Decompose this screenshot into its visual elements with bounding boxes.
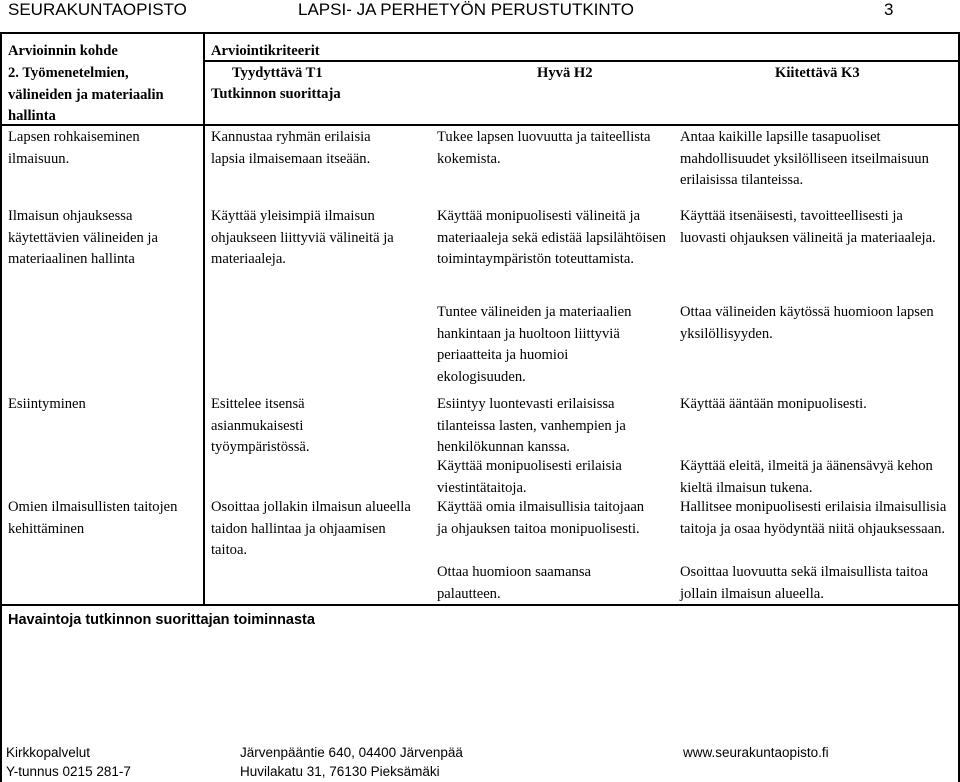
row4-t1: Esittelee itsensä asianmukaisesti työympäristössä. bbox=[211, 396, 310, 455]
row1-kohde: Lapsen rohkaiseminen ilmaisuun. bbox=[8, 129, 140, 167]
col-criteria-title: Arviointikriteerit bbox=[211, 43, 320, 59]
row1-h2: Tukee lapsen luovuutta ja taiteellista kokemista. bbox=[437, 129, 651, 167]
row2-t1: Käyttää yleisimpiä ilmaisun ohjaukseen liittyviä välineitä ja materiaaleja. bbox=[211, 208, 394, 267]
row6-t1: Osoittaa jollakin ilmaisun alueella taidon hallintaa ja ohjaamisen taitoa. bbox=[211, 499, 411, 558]
row5-h2: Käyttää monipuolisesti erilaisia viestintätaitoja. bbox=[437, 458, 622, 496]
row1-k3: Antaa kaikille lapsille tasapuoliset mahdollisuudet yksilölliseen itseilmaisuun erilaisissa tilanteissa. bbox=[680, 129, 929, 188]
row5-k3: Käyttää eleitä, ilmeitä ja äänensävyä kehon kieltä ilmaisun tukena. bbox=[680, 458, 933, 496]
program-title: LAPSI- JA PERHETYÖN PERUSTUTKINTO bbox=[298, 0, 634, 19]
row6-h2: Käyttää omia ilmaisullisia taitojaan ja ohjauksen taitoa monipuolisesti. bbox=[437, 499, 645, 537]
row1-t1: Kannustaa ryhmän erilaisia lapsia ilmaisemaan itseään. bbox=[211, 129, 371, 167]
row3-h2: Tuntee välineiden ja materiaalien hankintaan ja huoltoon liittyviä periaatteita ja huomioi ekologisuuden. bbox=[437, 304, 632, 385]
row4-h2: Esiintyy luontevasti erilaisissa tilanteissa lasten, vanhempien ja henkilökunnan kanssa. bbox=[437, 396, 626, 455]
footer-company: Kirkkopalvelut bbox=[6, 745, 91, 760]
col-kohde-title: Arvioinnin kohde bbox=[8, 43, 118, 59]
grade-h2-title: Hyvä H2 bbox=[537, 65, 593, 81]
table-left-border bbox=[0, 32, 2, 782]
footer-business-id: Y-tunnus 0215 281-7 bbox=[6, 764, 131, 779]
subject-label: Tutkinnon suorittaja bbox=[211, 86, 341, 102]
row4-kohde: Esiintyminen bbox=[8, 396, 86, 412]
row6-k3: Hallitsee monipuolisesti erilaisia ilmaisullisia taitoja ja osaa hyödyntää niitä ohjauksessaan. bbox=[680, 499, 947, 537]
observations-title: Havaintoja tutkinnon suorittajan toiminnasta bbox=[8, 612, 315, 628]
table-column-divider bbox=[203, 32, 205, 604]
row2-kohde: Ilmaisun ohjauksessa käytettävien välineiden ja materiaalinen hallinta bbox=[8, 208, 158, 267]
footer-address-1: Järvenpääntie 640, 04400 Järvenpää bbox=[240, 745, 463, 760]
row4-k3: Käyttää ääntään monipuolisesti. bbox=[680, 396, 867, 412]
row2-h2: Käyttää monipuolisesti välineitä ja materiaaleja sekä edistää lapsilähtöisen toimintaympäristön toteuttamista. bbox=[437, 208, 666, 267]
row7-h2: Ottaa huomioon saamansa palautteen. bbox=[437, 564, 592, 602]
row3-k3: Ottaa välineiden käytössä huomioon lapsen yksilöllisyyden. bbox=[680, 304, 934, 342]
row7-k3: Osoittaa luovuutta sekä ilmaisullista taitoa jollain ilmaisun alueella. bbox=[680, 564, 929, 602]
table-right-border bbox=[958, 32, 960, 782]
row2-k3: Käyttää itsenäisesti, tavoitteellisesti ja luovasti ohjauksen välineitä ja materiaaleja. bbox=[680, 208, 936, 246]
footer-address-2: Huvilakatu 31, 76130 Pieksämäki bbox=[240, 764, 440, 779]
page-number: 3 bbox=[884, 0, 894, 19]
section-title: 2. Työmenetelmien, välineiden ja materiaalin hallinta bbox=[8, 65, 164, 124]
row6-kohde: Omien ilmaisullisten taitojen kehittäminen bbox=[8, 499, 178, 537]
table-top-border bbox=[0, 32, 960, 34]
org-name: SEURAKUNTAOPISTO bbox=[8, 0, 187, 19]
grade-k3-title: Kiitettävä K3 bbox=[775, 65, 860, 81]
grade-t1-title: Tyydyttävä T1 bbox=[232, 65, 323, 81]
footer-website-link[interactable]: www.seurakuntaopisto.fi bbox=[683, 745, 829, 760]
